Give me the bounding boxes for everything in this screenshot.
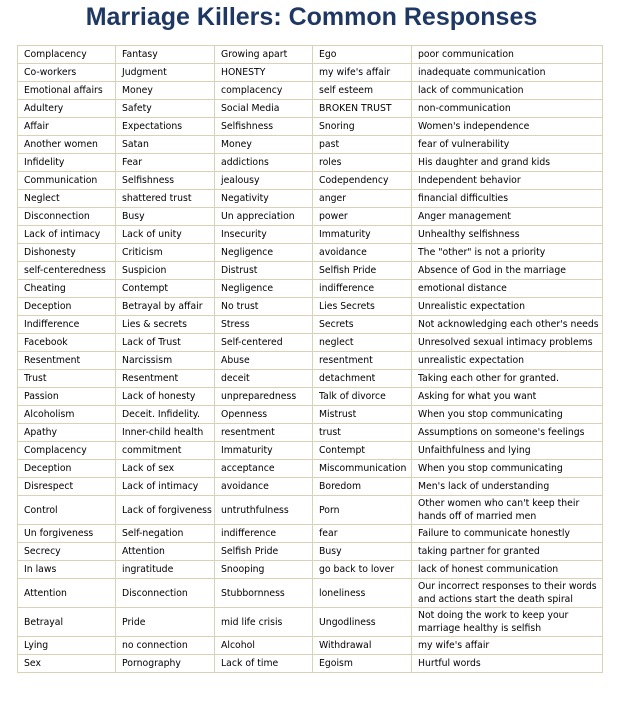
table-cell: deceit — [215, 370, 313, 388]
table-cell: Absence of God in the marriage — [412, 262, 603, 280]
table-cell: Neglect — [18, 190, 116, 208]
table-row — [18, 637, 603, 655]
table-row — [18, 561, 603, 579]
table-cell: Anger management — [412, 208, 603, 226]
table-cell: Narcissism — [116, 352, 215, 370]
table-cell: Indifference — [18, 316, 116, 334]
table-cell: Negativity — [215, 190, 313, 208]
table-cell: Mistrust — [313, 406, 412, 424]
table-cell: Control — [18, 496, 116, 525]
table-cell: Satan — [116, 136, 215, 154]
table-cell: unrealistic expectation — [412, 352, 603, 370]
table-cell: Complacency — [18, 46, 116, 64]
table-cell: anger — [313, 190, 412, 208]
table-cell: Lack of intimacy — [116, 478, 215, 496]
table-row — [18, 608, 603, 637]
table-cell: No trust — [215, 298, 313, 316]
table-cell: Apathy — [18, 424, 116, 442]
table-cell: Resentment — [116, 370, 215, 388]
table-cell: fear of vulnerability — [412, 136, 603, 154]
table-cell: Negligence — [215, 244, 313, 262]
table-row — [18, 100, 603, 118]
table-row — [18, 424, 603, 442]
table-cell: Alcoholism — [18, 406, 116, 424]
table-cell: Lack of forgiveness — [116, 496, 215, 525]
table-cell: Inner-child health — [116, 424, 215, 442]
table-cell: Insecurity — [215, 226, 313, 244]
table-cell: Distrust — [215, 262, 313, 280]
table-cell: no connection — [116, 637, 215, 655]
table-row — [18, 190, 603, 208]
table-cell: Deception — [18, 460, 116, 478]
table-cell: Lack of time — [215, 655, 313, 673]
table-cell: Unfaithfulness and lying — [412, 442, 603, 460]
table-cell: Suspicion — [116, 262, 215, 280]
table-cell: Secrets — [313, 316, 412, 334]
table-cell: Men's lack of understanding — [412, 478, 603, 496]
table-cell: Facebook — [18, 334, 116, 352]
table-cell: Disconnection — [18, 208, 116, 226]
table-cell: my wife's affair — [313, 64, 412, 82]
page-title: Marriage Killers: Common Responses — [85, 3, 538, 31]
table-cell: Ungodliness — [313, 608, 412, 637]
table-row — [18, 172, 603, 190]
table-cell: Pride — [116, 608, 215, 637]
table-cell: non-communication — [412, 100, 603, 118]
table-cell: Un forgiveness — [18, 525, 116, 543]
table-cell: Lack of unity — [116, 226, 215, 244]
table-cell: When you stop communicating — [412, 460, 603, 478]
table-cell: Selfish Pride — [313, 262, 412, 280]
table-row — [18, 460, 603, 478]
table-cell: Judgment — [116, 64, 215, 82]
table-cell: Openness — [215, 406, 313, 424]
table-cell: Deception — [18, 298, 116, 316]
table-cell: Assumptions on someone's feelings — [412, 424, 603, 442]
table-cell: financial difficulties — [412, 190, 603, 208]
table-cell: Our incorrect responses to their words and actions start the death spiral — [412, 579, 603, 608]
table-cell: Alcohol — [215, 637, 313, 655]
table-cell: In laws — [18, 561, 116, 579]
table-cell: emotional distance — [412, 280, 603, 298]
table-cell: Disrespect — [18, 478, 116, 496]
table-cell: HONESTY — [215, 64, 313, 82]
table-row — [18, 655, 603, 673]
table-cell: Unresolved sexual intimacy problems — [412, 334, 603, 352]
table-cell: acceptance — [215, 460, 313, 478]
table-cell: Failure to communicate honestly — [412, 525, 603, 543]
table-cell: Porn — [313, 496, 412, 525]
table-row — [18, 478, 603, 496]
table-cell: BROKEN TRUST — [313, 100, 412, 118]
table-cell: Co-workers — [18, 64, 116, 82]
table-cell: Women's independence — [412, 118, 603, 136]
table-cell: Secrecy — [18, 543, 116, 561]
table-cell: Snoring — [313, 118, 412, 136]
table-cell: Money — [215, 136, 313, 154]
table-cell: Social Media — [215, 100, 313, 118]
table-cell: Selfish Pride — [215, 543, 313, 561]
table-row — [18, 496, 603, 525]
table-cell: past — [313, 136, 412, 154]
table-cell: my wife's affair — [412, 637, 603, 655]
table-cell: roles — [313, 154, 412, 172]
table-cell: jealousy — [215, 172, 313, 190]
table-cell: Snooping — [215, 561, 313, 579]
table-cell: resentment — [215, 424, 313, 442]
table-cell: Cheating — [18, 280, 116, 298]
table-cell: Fear — [116, 154, 215, 172]
table-cell: Hurtful words — [412, 655, 603, 673]
table-cell: Money — [116, 82, 215, 100]
table-row — [18, 226, 603, 244]
table-cell: Pornography — [116, 655, 215, 673]
table-cell: Trust — [18, 370, 116, 388]
table-cell: neglect — [313, 334, 412, 352]
table-row — [18, 136, 603, 154]
table-cell: Miscommunication — [313, 460, 412, 478]
table-cell: Emotional affairs — [18, 82, 116, 100]
table-row — [18, 352, 603, 370]
table-cell: addictions — [215, 154, 313, 172]
table-cell: Lack of Trust — [116, 334, 215, 352]
table-row — [18, 82, 603, 100]
table-row — [18, 262, 603, 280]
table-cell: self-centeredness — [18, 262, 116, 280]
table-cell: lack of honest communication — [412, 561, 603, 579]
table-cell: untruthfulness — [215, 496, 313, 525]
table-cell: Stubbornness — [215, 579, 313, 608]
table-cell: indifference — [215, 525, 313, 543]
table-cell: resentment — [313, 352, 412, 370]
table-cell: Communication — [18, 172, 116, 190]
table-cell: taking partner for granted — [412, 543, 603, 561]
table-row — [18, 46, 603, 64]
table-cell: Deceit. Infidelity. — [116, 406, 215, 424]
table-row — [18, 64, 603, 82]
table-cell: Unhealthy selfishness — [412, 226, 603, 244]
table-cell: avoidance — [215, 478, 313, 496]
table-cell: His daughter and grand kids — [412, 154, 603, 172]
table-cell: Another women — [18, 136, 116, 154]
table-row — [18, 316, 603, 334]
table-cell: Talk of divorce — [313, 388, 412, 406]
table-row — [18, 244, 603, 262]
responses-table — [17, 45, 603, 673]
table-cell: inadequate communication — [412, 64, 603, 82]
table-row — [18, 543, 603, 561]
table-cell: When you stop communicating — [412, 406, 603, 424]
table-cell: Sex — [18, 655, 116, 673]
table-cell: Withdrawal — [313, 637, 412, 655]
table-row — [18, 334, 603, 352]
table-cell: Fantasy — [116, 46, 215, 64]
table-cell: Growing apart — [215, 46, 313, 64]
table-cell: Adultery — [18, 100, 116, 118]
table-cell: indifference — [313, 280, 412, 298]
table-cell: complacency — [215, 82, 313, 100]
table-cell: Criticism — [116, 244, 215, 262]
table-row — [18, 118, 603, 136]
table-cell: Affair — [18, 118, 116, 136]
table-row — [18, 406, 603, 424]
table-cell: Betrayal by affair — [116, 298, 215, 316]
table-cell: Selfishness — [116, 172, 215, 190]
table-cell: Expectations — [116, 118, 215, 136]
table-row — [18, 298, 603, 316]
table-cell: shattered trust — [116, 190, 215, 208]
table-cell: Busy — [313, 543, 412, 561]
table-cell: self esteem — [313, 82, 412, 100]
table-cell: Lack of intimacy — [18, 226, 116, 244]
table-cell: Disconnection — [116, 579, 215, 608]
table-row — [18, 579, 603, 608]
table-cell: Lying — [18, 637, 116, 655]
table-cell: Asking for what you want — [412, 388, 603, 406]
table-cell: Ego — [313, 46, 412, 64]
table-cell: Not acknowledging each other's needs — [412, 316, 603, 334]
table-cell: mid life crisis — [215, 608, 313, 637]
table-row — [18, 525, 603, 543]
table-cell: trust — [313, 424, 412, 442]
table-cell: The "other" is not a priority — [412, 244, 603, 262]
table-cell: ingratitude — [116, 561, 215, 579]
table-cell: Self-negation — [116, 525, 215, 543]
table-cell: lack of communication — [412, 82, 603, 100]
table-cell: fear — [313, 525, 412, 543]
table-cell: Immaturity — [215, 442, 313, 460]
table-row — [18, 388, 603, 406]
table-cell: commitment — [116, 442, 215, 460]
table-cell: Infidelity — [18, 154, 116, 172]
table-cell: Independent behavior — [412, 172, 603, 190]
table-cell: unpreparedness — [215, 388, 313, 406]
table-cell: Stress — [215, 316, 313, 334]
table-cell: Contempt — [116, 280, 215, 298]
table-cell: loneliness — [313, 579, 412, 608]
table-cell: power — [313, 208, 412, 226]
table-cell: Un appreciation — [215, 208, 313, 226]
table-cell: Lack of honesty — [116, 388, 215, 406]
table-cell: Negligence — [215, 280, 313, 298]
table-cell: poor communication — [412, 46, 603, 64]
table-row — [18, 442, 603, 460]
table-cell: Contempt — [313, 442, 412, 460]
table-cell: Lies & secrets — [116, 316, 215, 334]
table-cell: Unrealistic expectation — [412, 298, 603, 316]
table-cell: Betrayal — [18, 608, 116, 637]
table-cell: Not doing the work to keep your marriage healthy is selfish — [412, 608, 603, 637]
table-cell: Self-centered — [215, 334, 313, 352]
table-cell: Passion — [18, 388, 116, 406]
table-cell: Egoism — [313, 655, 412, 673]
responses-table-body — [18, 46, 603, 673]
table-cell: Codependency — [313, 172, 412, 190]
table-cell: go back to lover — [313, 561, 412, 579]
table-cell: Boredom — [313, 478, 412, 496]
table-cell: Resentment — [18, 352, 116, 370]
table-cell: Safety — [116, 100, 215, 118]
table-row — [18, 154, 603, 172]
table-cell: Taking each other for granted. — [412, 370, 603, 388]
table-cell: Dishonesty — [18, 244, 116, 262]
table-row — [18, 280, 603, 298]
table-cell: Other women who can't keep their hands off of married men — [412, 496, 603, 525]
table-row — [18, 370, 603, 388]
table-cell: Attention — [116, 543, 215, 561]
table-cell: avoidance — [313, 244, 412, 262]
table-cell: detachment — [313, 370, 412, 388]
table-row — [18, 208, 603, 226]
table-cell: Complacency — [18, 442, 116, 460]
table-cell: Abuse — [215, 352, 313, 370]
table-cell: Immaturity — [313, 226, 412, 244]
table-cell: Lies Secrets — [313, 298, 412, 316]
table-cell: Attention — [18, 579, 116, 608]
table-cell: Lack of sex — [116, 460, 215, 478]
table-cell: Selfishness — [215, 118, 313, 136]
table-cell: Busy — [116, 208, 215, 226]
